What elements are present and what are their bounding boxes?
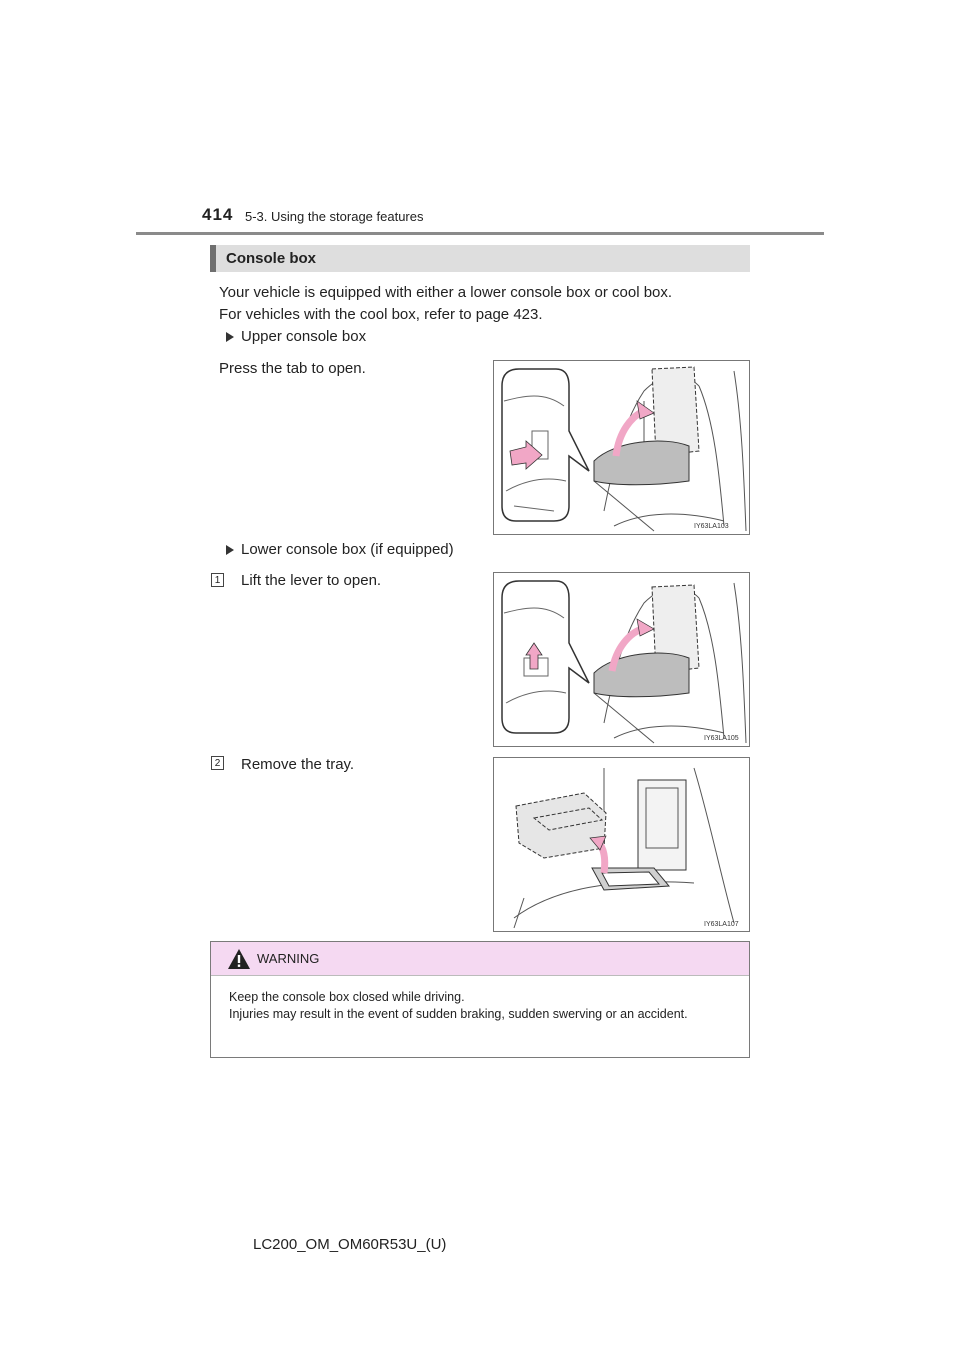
warning-line-2: Injuries may result in the event of sudden braking, sudden swerving or an accident. [229,1007,688,1021]
step-number-1: 1 [211,573,224,587]
upper-console-figure [493,360,750,535]
heading-label: Console box [226,250,317,267]
lower-console-figure [493,572,750,747]
warning-line-1: Keep the console box closed while driving. [229,990,465,1004]
upper-console-item [226,328,366,345]
section-title: 5-3. Using the storage features [245,209,424,224]
bullet-arrow-icon [226,332,234,342]
lower-console-title: Lower console box (if equipped) [241,541,454,558]
intro-line-1: Your vehicle is equipped with either a lower console box or cool box. [219,284,673,301]
upper-console-illustration [494,361,749,534]
tray-figure-code: IY63LA107 [704,921,739,928]
warning-label: WARNING [257,951,320,966]
footer-code: LC200_OM_OM60R53U_(U) [253,1236,447,1253]
upper-figure-code: IY63LA103 [694,523,729,530]
lower-console-illustration [494,573,749,746]
bullet-arrow-icon [226,545,234,555]
intro-line-2: For vehicles with the cool box, refer to page 423. [219,306,543,323]
step-number-2: 2 [211,756,224,770]
tray-figure [493,757,750,932]
console-box-heading [210,245,750,272]
step-2-text: Remove the tray. [241,756,355,773]
page-number: 414 [202,205,234,224]
header-rule [136,232,824,235]
warning-box [210,941,750,1058]
step-1-text: Lift the lever to open. [241,572,382,589]
warning-header [211,942,749,976]
lower-console-item [226,541,454,558]
intro-text [219,282,672,326]
upper-console-title: Upper console box [241,328,367,345]
lower-figure-code: IY63LA105 [704,735,739,742]
warning-text [229,989,741,1023]
tray-illustration [494,758,749,931]
upper-console-instruction: Press the tab to open. [219,360,366,377]
warning-triangle-icon [227,948,251,970]
